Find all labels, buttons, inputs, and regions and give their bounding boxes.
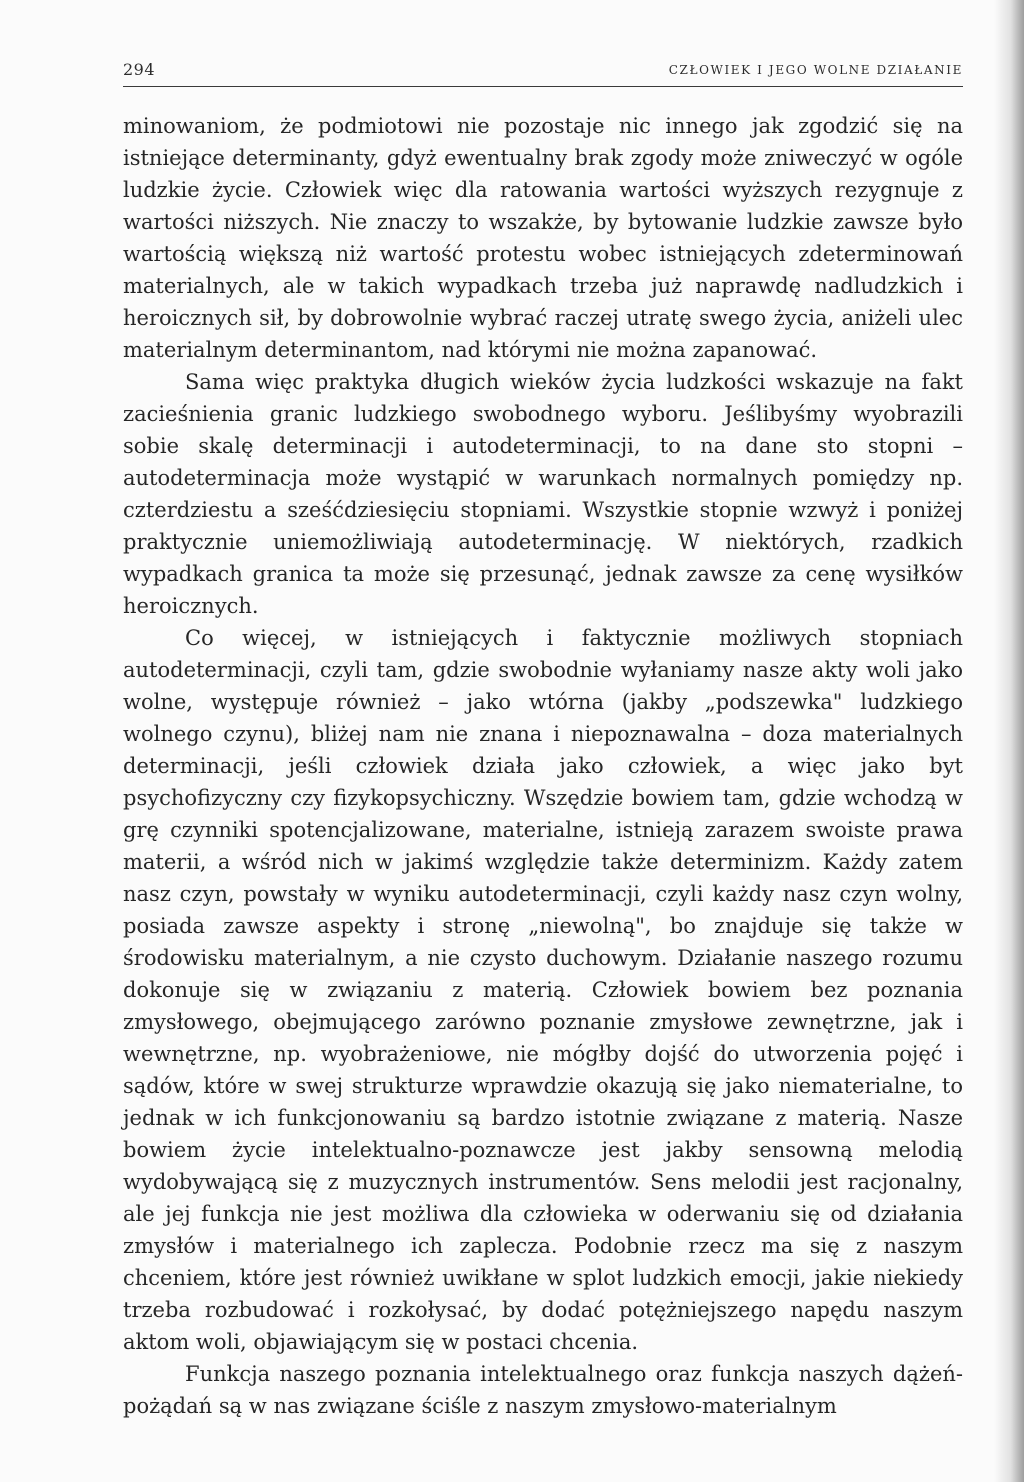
page-number: 294 xyxy=(123,60,156,79)
running-header xyxy=(123,56,963,87)
paragraph: Co więcej, w istniejących i faktycznie możliwych stopniach autodeterminacji, czyli tam, gdzie swobodnie wyłaniamy nasze akty woli jako wolne, występuje również – jako wtórna (jakby „podszewka" ludzkiego wolnego czynu), bliżej nam nie znana i niepoznawalna – doza materialnych determinacji, jeśli człowiek działa jako człowiek, a więc jako byt psychofizyczny czy fizykopsychiczny. Wszędzie bowiem tam, gdzie wchodzą w grę czynniki spotencjalizowane, materialne, istnieją zarazem swoiste prawa materii, a wśród nich w jakimś względzie także determinizm. Każdy zatem nasz czyn, powstały w wyniku autodeterminacji, czyli każdy nasz czyn wolny, posiada zawsze aspekty i stronę „niewolną", bo znajduje się także w środowisku materialnym, a nie czysto duchowym. Działanie naszego rozumu dokonuje się w związaniu z materią. Człowiek bowiem bez poznania zmysłowego, obejmującego zarówno poznanie zmysłowe zewnętrzne, jak i wewnętrzne, np. wyobrażeniowe, nie mógłby dojść do utworzenia pojęć i sądów, które w swej strukturze wprawdzie okazują się jako niematerialne, to jednak w ich funkcjonowaniu są bardzo istotnie związane z materią. Nasze bowiem życie intelektualno-poznawcze jest jakby sensowną melodią wydobywającą się z muzycznych instrumentów. Sens melodii jest racjonalny, ale jej funkcja nie jest możliwa dla człowieka w oderwaniu się od działania zmysłów i materialnego ich zaplecza. Podobnie rzecz ma się z naszym chceniem, które jest również uwikłane w splot ludzkich emocji, jakie niekiedy trzeba rozbudować i rozkołysać, by dodać potężniejszego napędu naszym aktom woli, objawiającym się w postaci chcenia. xyxy=(123,626,963,1354)
paragraph: Funkcja naszego poznania intelektualnego oraz funkcja naszych dążeń-pożądań są w nas związane ściśle z naszym zmysłowo-materialnym xyxy=(123,1362,963,1418)
paragraph: Sama więc praktyka długich wieków życia ludzkości wskazuje na fakt zacieśnienia granic ludzkiego swobodnego wyboru. Jeślibyśmy wyobrazili sobie skalę determinacji i autodeterminacji, to na dane sto stopni – autodeterminacja może wystąpić w warunkach normalnych pomiędzy np. czterdziestu a sześćdziesięciu stopniami. Wszystkie stopnie wzwyż i poniżej praktycznie uniemożliwiają autodeterminację. W niektórych, rzadkich wypadkach granica ta może się przesunąć, jednak zawsze za cenę wysiłków heroicznych. xyxy=(123,370,963,618)
page-edge-shadow xyxy=(994,0,1024,1482)
paragraph-continuation: minowaniom, że podmiotowi nie pozostaje nic innego jak zgodzić się na istniejące determinanty, gdyż ewentualny brak zgody może zniweczyć w ogóle ludzkie życie. Człowiek więc dla ratowania wartości wyższych rezygnuje z wartości niższych. Nie znaczy to wszakże, by bytowanie ludzkie zawsze było wartością większą niż wartość protestu wobec istniejących zdeterminowań materialnych, ale w takich wypadkach trzeba już naprawdę nadludzkich i heroicznych sił, by dobrowolnie wybrać raczej utratę swego życia, aniżeli ulec materialnym determinantom, nad którymi nie można zapanować. xyxy=(123,114,963,362)
body-text xyxy=(123,110,963,1422)
running-title: CZŁOWIEK I JEGO WOLNE DZIAŁANIE xyxy=(668,63,963,77)
